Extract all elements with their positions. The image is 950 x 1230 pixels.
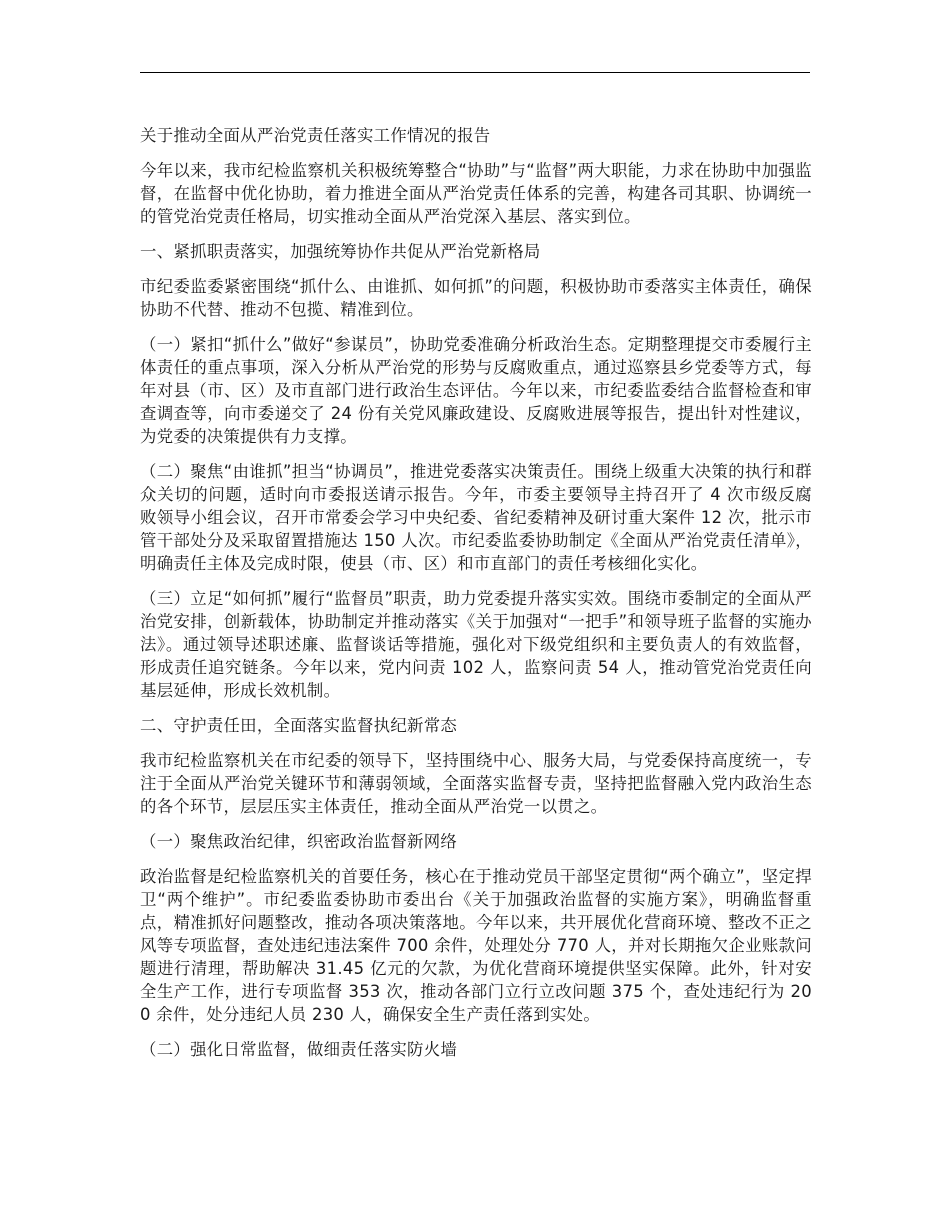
subsection-2-1-paragraph: 政治监督是纪检监察机关的首要任务，核心在于推动党员干部坚定贯彻“两个确立”，坚定捍卫“两个维护”。市纪委监委协助市委出台《关于加强政治监督的实施方案》，明确监督重点，精准抓好问题整改，推动各项决策落地。今年以来，共开展优化营商环境、整改不正之风等专项监督，查处违纪违法案件 700 余件，处理处分 770 人，并对长期拖欠企业账款问题进行清理，帮助解决 31.45 亿元的欠款，为优化营商环境提供坚实保障。此外，针对安全生产工作，进行专项监督 353 次，推动各部门立行立改问题 375 个，查处违纪行为 200 余件，处分违纪人员 230 人，确保安全生产责任落到实处。 <box>140 867 812 1024</box>
document-body <box>140 124 812 1073</box>
document-title: 关于推动全面从严治党责任落实工作情况的报告 <box>140 126 491 145</box>
section-1-item-2: （二）聚焦“由谁抓”担当“协调员”，推进党委落实决策责任。围绕上级重大决策的执行和群众关切的问题，适时向市委报送请示报告。今年，市委主要领导主持召开了 4 次市级反腐败领导小组会议，召开市常委会学习中央纪委、省纪委精神及研讨重大案件 12 次，批示市管干部处分及采取留置措施达 150 人次。市纪委监委协助制定《全面从严治党责任清单》，明确责任主体及完成时限，使县（市、区）和市直部门的责任考核细化实化。 <box>140 462 812 573</box>
section-2-paragraph: 我市纪检监察机关在市纪委的领导下，坚持围绕中心、服务大局，与党委保持高度统一，专注于全面从严治党关键环节和薄弱领域，全面落实监督专责，坚持把监督融入党内政治生态的各个环节，层层压实主体责任，推动全面从严治党一以贯之。 <box>140 751 812 816</box>
section-1-paragraph: 市纪委监委紧密围绕“抓什么、由谁抓、如何抓”的问题，积极协助市委落实主体责任，确保协助不代替、推动不包揽、精准到位。 <box>140 277 812 319</box>
subsection-heading-2-2: （二）强化日常监督，做细责任落实防火墙 <box>140 1040 458 1059</box>
section-1-item-3: （三）立足“如何抓”履行“监督员”职责，助力党委提升落实实效。围绕市委制定的全面从严治党安排，创新载体，协助制定并推动落实《关于加强对“一把手”和领导班子监督的实施办法》。通过领导述职述廉、监督谈话等措施，强化对下级党组织和主要负责人的有效监督，形成责任追究链条。今年以来，党内问责 102 人，监察问责 54 人，推动管党治党责任向基层延伸，形成长效机制。 <box>140 589 812 700</box>
section-heading-2: 二、守护责任田，全面落实监督执纪新常态 <box>140 716 458 735</box>
header-rule <box>140 72 810 73</box>
section-1-item-1: （一）紧扣“抓什么”做好“参谋员”，协助党委准确分析政治生态。定期整理提交市委履行主体责任的重点事项，深入分析从严治党的形势与反腐败重点，通过巡察县乡党委等方式，每年对县（市、区）及市直部门进行政治生态评估。今年以来，市纪委监委结合监督检查和审查调查等，向市委递交了 24 份有关党风廉政建设、反腐败进展等报告，提出针对性建议，为党委的决策提供有力支撑。 <box>140 335 812 446</box>
intro-paragraph: 今年以来，我市纪检监察机关积极统筹整合“协助”与“监督”两大职能，力求在协助中加强监督，在监督中优化协助，着力推进全面从严治党责任体系的完善，构建各司其职、协调统一的管党治党责任格局，切实推动全面从严治党深入基层、落实到位。 <box>140 161 812 226</box>
subsection-heading-2-1: （一）聚焦政治纪律，织密政治监督新网络 <box>140 832 458 851</box>
section-heading-1: 一、紧抓职责落实，加强统筹协作共促从严治党新格局 <box>140 242 541 261</box>
